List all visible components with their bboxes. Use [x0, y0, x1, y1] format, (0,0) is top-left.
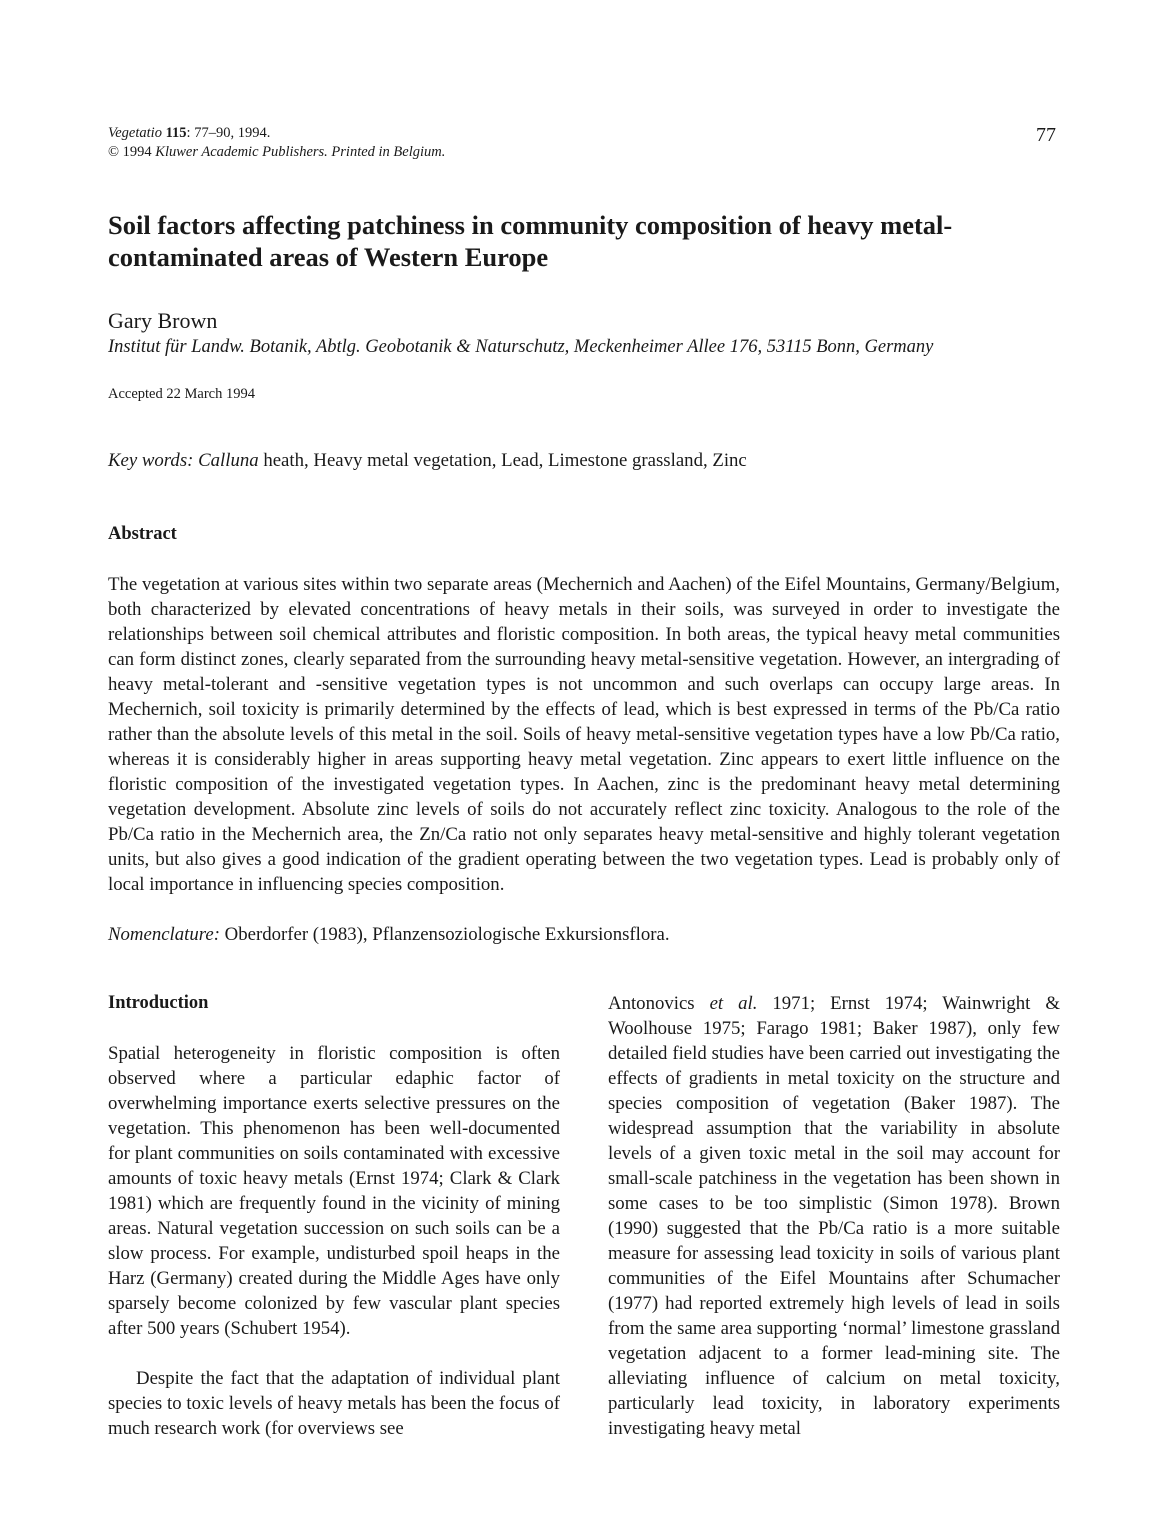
introduction-paragraph-2: Despite the fact that the adaptation of individual plant species to toxic levels of heavy metals has been the focus of much research work (for overviews see — [108, 1368, 560, 1439]
nomenclature — [108, 924, 670, 946]
page-number: 77 — [1036, 124, 1056, 146]
right-column-text-rest: 1971; Ernst 1974; Wainwright & Woolhouse 1975; Farago 1981; Baker 1987), only few detailed field studies have been carried out investigating the effects of gradients in metal toxicity on the structure and species composition of vegetation (Baker 1987). The widespread assumption that the variability in absolute levels of a given toxic metal in the soil may account for small-scale patchiness in the vegetation has been shown in some cases to be too simplistic (Simon 1978). Brown (1990) suggested that the Pb/Ca ratio is a more suitable measure for assessing lead toxicity in soils of various plant communities of the Eifel Mountains after Schumacher (1977) had reported extremely high levels of lead in soils from the same area supporting ‘normal’ limestone grassland vegetation adjacent to a former lead-mining site. The alleviating influence of calcium on metal toxicity, particularly lead toxicity, in laboratory experiments investigating heavy metal — [608, 993, 1060, 1439]
author-name: Gary Brown — [108, 308, 218, 333]
keywords-list: heath, Heavy metal vegetation, Lead, Limestone grassland, Zinc — [258, 450, 747, 471]
right-column-text-start: Antonovics — [608, 993, 710, 1014]
copyright-line — [108, 143, 445, 162]
journal-name: Vegetatio — [108, 125, 162, 141]
publisher: Kluwer Academic Publishers. Printed in Belgium. — [155, 144, 446, 160]
journal-volume: 115 — [165, 125, 187, 141]
copyright-symbol: © — [108, 144, 120, 160]
journal-info — [108, 124, 445, 162]
paper-title: Soil factors affecting patchiness in community composition of heavy metal-contaminated areas of Western Europe — [108, 210, 953, 272]
nomenclature-text: Oberdorfer (1983), Pflanzensoziologische Exkursionsflora. — [219, 924, 670, 945]
introduction-paragraph-1: Spatial heterogeneity in floristic composition is often observed where a particular edaphic factor of overwhelming importance exerts selective pressures on the vegetation. This phenomenon has been well-documented for plant communities on soils contaminated with excessive amounts of toxic heavy metals (Ernst 1974; Clark & Clark 1981) which are frequently found in the vicinity of mining areas. Natural vegetation succession on such soils can be a slow process. For example, undisturbed spoil heaps in the Harz (Germany) created during the Middle Ages have only sparsely become colonized by few vascular plant species after 500 years (Schubert 1954). — [108, 1043, 560, 1339]
keywords-label: Key words: — [108, 450, 194, 471]
accepted-date: Accepted 22 March 1994 — [108, 386, 255, 402]
citation-line — [108, 124, 445, 143]
abstract-heading: Abstract — [108, 524, 177, 544]
introduction-heading: Introduction — [108, 993, 209, 1013]
nomenclature-label: Nomenclature: — [108, 924, 220, 945]
journal-pages-year: : 77–90, 1994. — [186, 125, 271, 141]
keyword-italic-term: Calluna — [198, 450, 259, 471]
author-affiliation: Institut für Landw. Botanik, Abtlg. Geobotanik & Naturschutz, Meckenheimer Allee 176, 53115 Bonn, Germany — [108, 337, 934, 357]
et-al: et al. — [709, 993, 758, 1014]
abstract-text: The vegetation at various sites within two separate areas (Mechernich and Aachen) of the Eifel Mountains, Germany/Belgium, both characterized by elevated concentrations of heavy metals in their soils, was surveyed in order to investigate the relationships between soil chemical attributes and floristic composition. In both areas, the typical heavy metal communities can form distinct zones, clearly separated from the surrounding heavy metal-sensitive vegetation. However, an intergrading of heavy metal-tolerant and -sensitive vegetation types is not uncommon and such overlaps can occupy large areas. In Mechernich, soil toxicity is primarily determined by the effects of lead, which is best expressed in terms of the Pb/Ca ratio rather than the absolute levels of this metal in the soil. Soils of heavy metal-sensitive vegetation types have a low Pb/Ca ratio, whereas it is considerably higher in areas supporting heavy metal vegetation. Zinc appears to exert little influence on the floristic composition of the investigated vegetation types. In Aachen, zinc is the predominant heavy metal determining vegetation development. Absolute zinc levels of soils do not accurately reflect zinc toxicity. Analogous to the role of the Pb/Ca ratio in the Mechernich area, the Zn/Ca ratio not only separates heavy metal-sensitive and highly tolerant vegetation units, but also gives a good indication of the gradient operating between the two vegetation types. Lead is probably only of local importance in influencing species composition. — [108, 574, 1060, 895]
introduction-right-column — [608, 991, 1060, 1441]
keywords — [108, 450, 747, 472]
copyright-year: 1994 — [122, 144, 152, 160]
